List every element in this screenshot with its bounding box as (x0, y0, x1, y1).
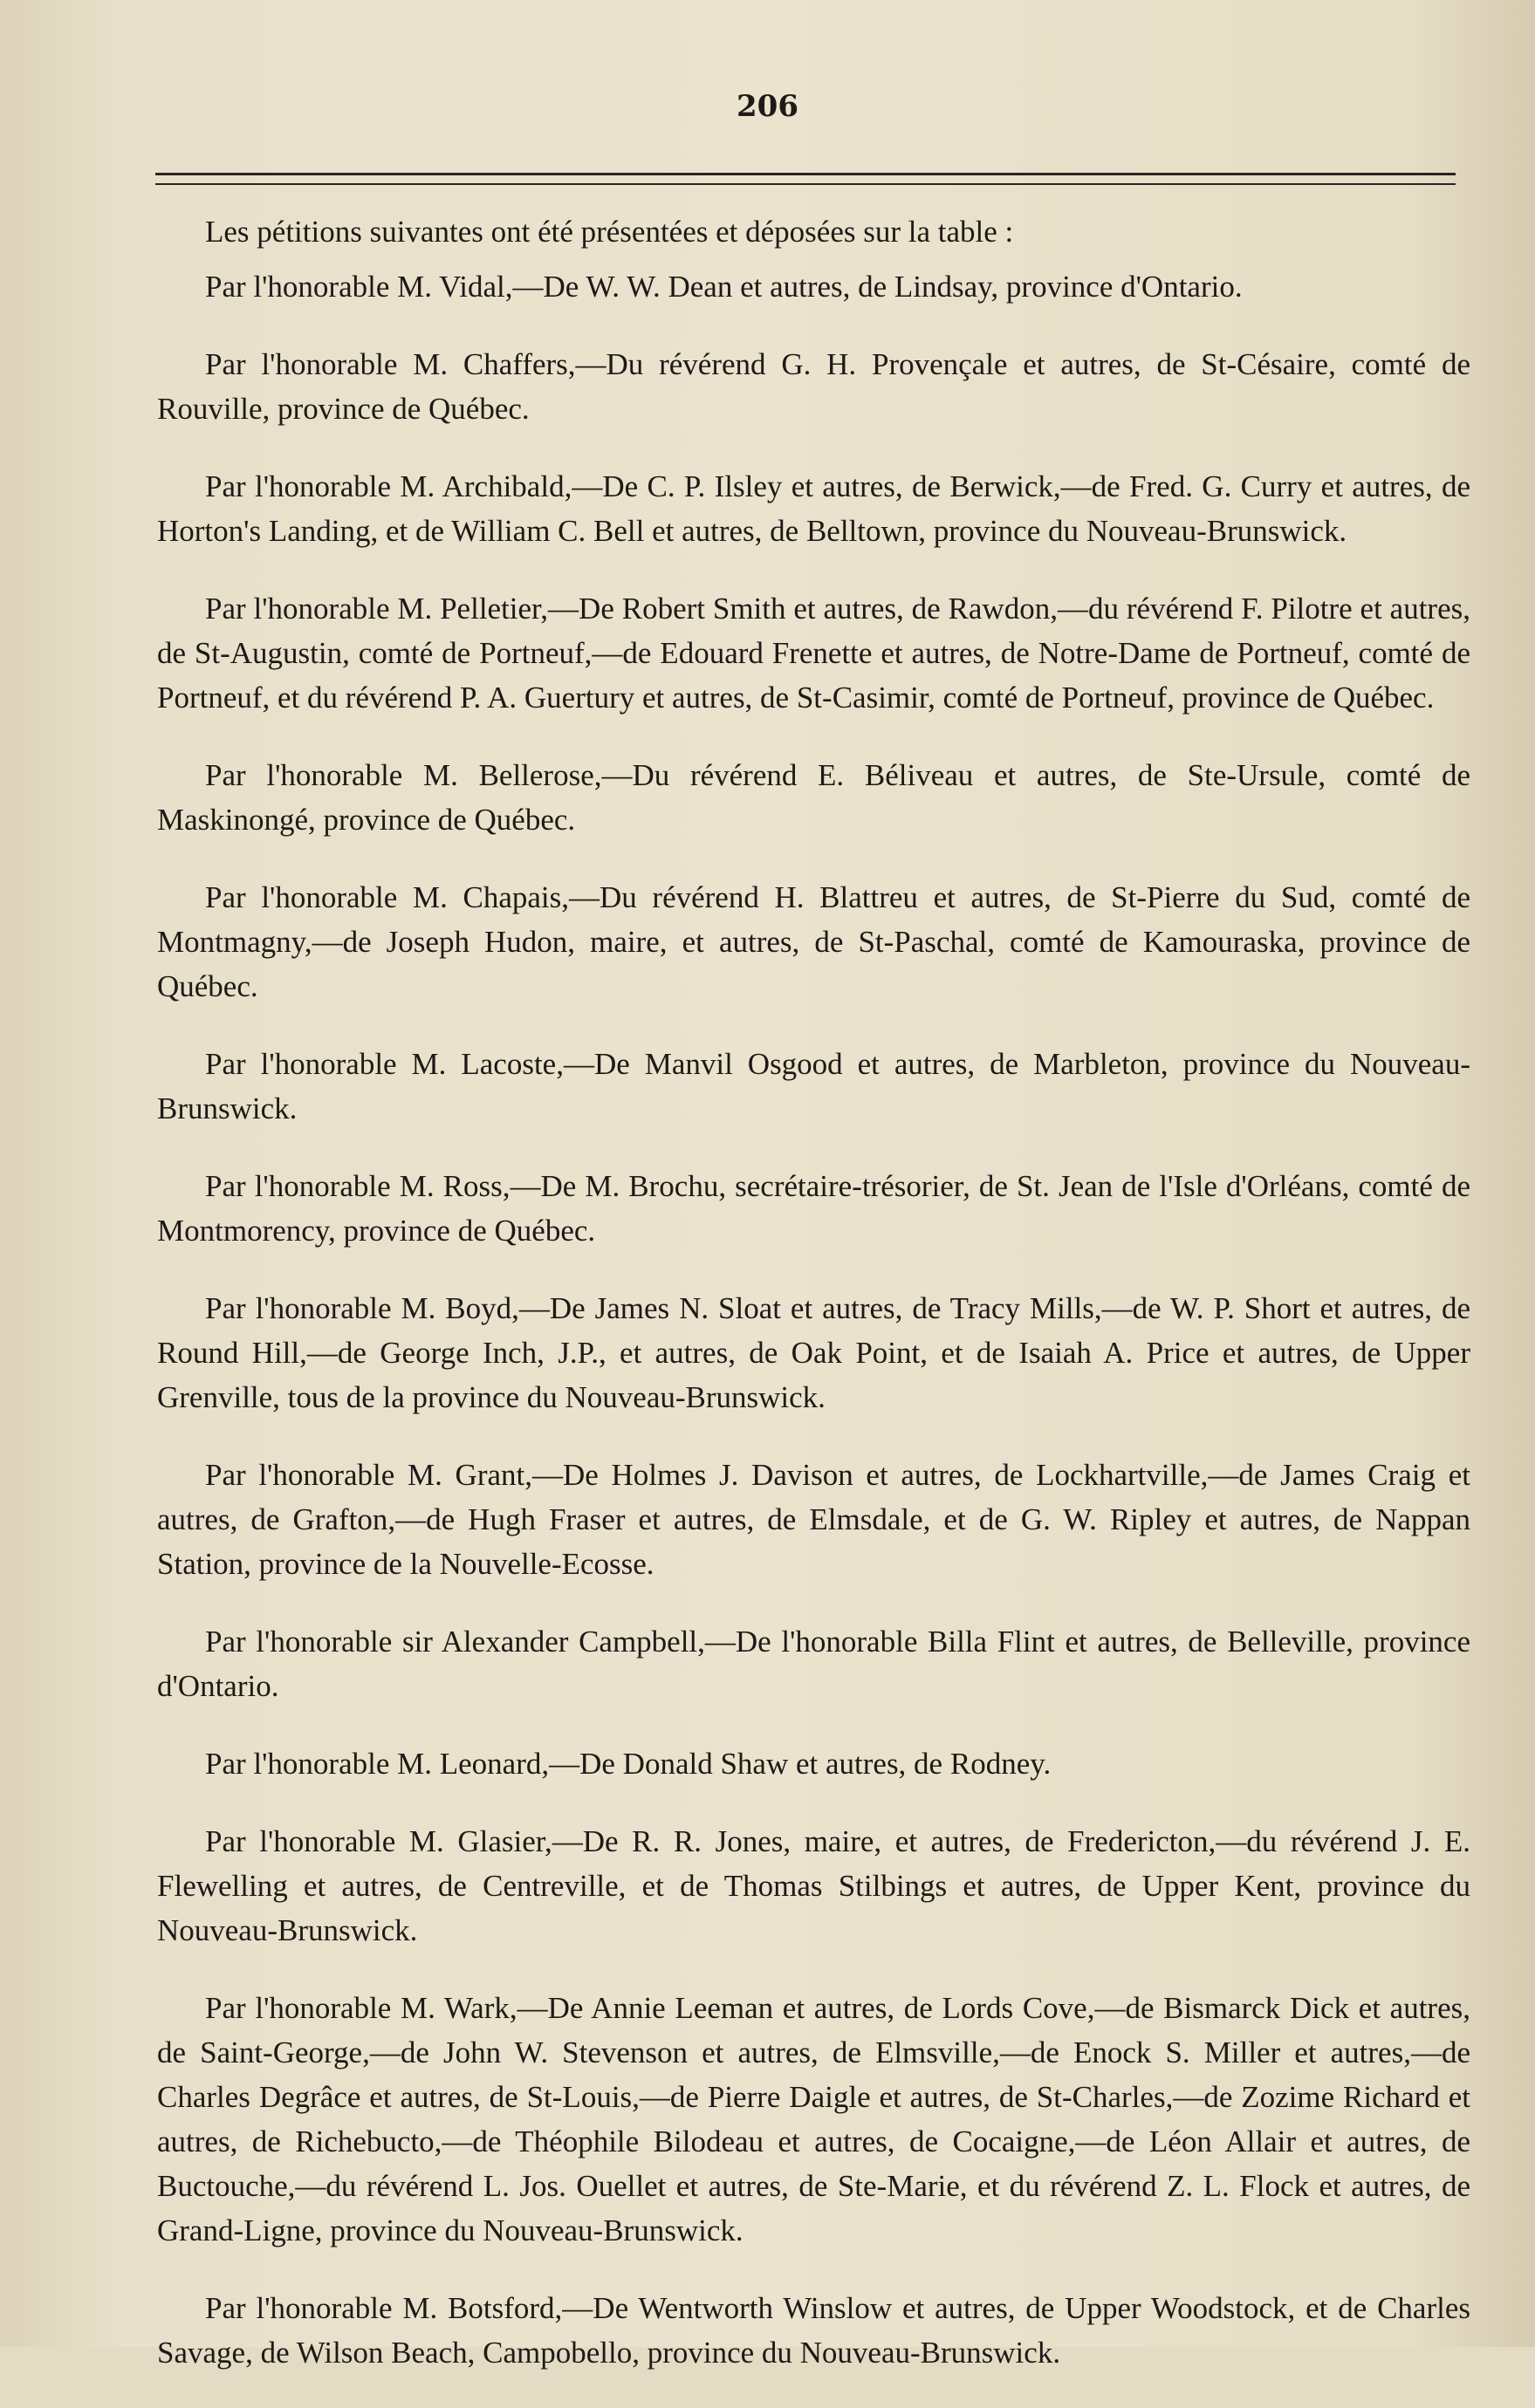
petition-paragraph: Par l'honorable M. Chapais,—Du révérend H. Blattreu et autres, de St-Pierre du Sud, comté de Montmagny,—de Joseph Hudon, maire, et autres, de St-Paschal, comté de Kamouraska, province de Québec. (157, 880, 1470, 1003)
petition-paragraph: Par l'honorable sir Alexander Campbell,—De l'honorable Billa Flint et autres, de Belleville, province d'Ontario. (157, 1625, 1470, 1703)
petition-paragraph: Par l'honorable M. Archibald,—De C. P. Ilsley et autres, de Berwick,—de Fred. G. Curry et autres, de Horton's Landing, et de William C. Bell et autres, de Belltown, province du Nouveau-Brunswick. (157, 469, 1470, 548)
petition-paragraph: Par l'honorable M. Vidal,—De W. W. Dean et autres, de Lindsay, province d'Ontario. (205, 270, 1243, 304)
petition-paragraph: Par l'honorable M. Lacoste,—De Manvil Osgood et autres, de Marbleton, province du Nouveau-Brunswick. (157, 1047, 1470, 1125)
petition-paragraph: Par l'honorable M. Chaffers,—Du révérend G. H. Provençale et autres, de St-Césaire, comté de Rouville, province de Québec. (157, 347, 1470, 426)
petition-paragraph: Par l'honorable M. Botsford,—De Wentworth Winslow et autres, de Upper Woodstock, et de Charles Savage, de Wilson Beach, Campobello, province du Nouveau-Brunswick. (157, 2291, 1470, 2370)
petition-paragraph: Par l'honorable M. Bellerose,—Du révérend E. Béliveau et autres, de Ste-Ursule, comté de Maskinongé, province de Québec. (157, 758, 1470, 837)
header-rule-bottom (155, 183, 1456, 185)
petition-paragraph: Par l'honorable M. Wark,—De Annie Leeman et autres, de Lords Cove,—de Bismarck Dick et autres, de Saint-George,—de John W. Stevenson et autres, de Elmsville,—de Enock S. Miller et autres,—de Charles Degrâce et autres, de St-Louis,—de Pierre Daigle et autres, de St-Charles,—de Zozime Richard et autres, de Richebucto,—de Théophile Bilodeau et autres, de Cocaigne,—de Léon Allair et autres, de Buctouche,—du révérend L. Jos. Ouellet et autres, de Ste-Marie, et du révérend Z. L. Flock et autres, de Grand-Ligne, province du Nouveau-Brunswick. (157, 1991, 1470, 2247)
header-rule-top (155, 173, 1456, 175)
petitions-text (157, 209, 1470, 2408)
petition-paragraph: Par l'honorable M. Grant,—De Holmes J. Davison et autres, de Lockhartville,—de James Craig et autres, de Grafton,—de Hugh Fraser et autres, de Elmsdale, et de G. W. Ripley et autres, de Nappan Station, province de la Nouvelle-Ecosse. (157, 1458, 1470, 1581)
page-number: 206 (737, 89, 798, 124)
intro-paragraph: Les pétitions suivantes ont été présentées et déposées sur la table : (205, 215, 1014, 249)
petition-paragraph: Par l'honorable M. Pelletier,—De Robert Smith et autres, de Rawdon,—du révérend F. Pilotre et autres, de St-Augustin, comté de Portneuf,—de Edouard Frenette et autres, de Notre-Dame de Portneuf, comté de Portneuf, et du révérend P. A. Guertury et autres, de St-Casimir, comté de Portneuf, province de Québec. (157, 592, 1470, 715)
petition-paragraph: Par l'honorable M. Glasier,—De R. R. Jones, maire, et autres, de Fredericton,—du révérend J. E. Flewelling et autres, de Centreville, et de Thomas Stilbings et autres, de Upper Kent, province du Nouveau-Brunswick. (157, 1824, 1470, 1947)
petition-paragraph: Par l'honorable M. Boyd,—De James N. Sloat et autres, de Tracy Mills,—de W. P. Short et autres, de Round Hill,—de George Inch, J.P., et autres, de Oak Point, et de Isaiah A. Price et autres, de Upper Grenville, tous de la province du Nouveau-Brunswick. (157, 1291, 1470, 1414)
petition-paragraph: Par l'honorable M. Ross,—De M. Brochu, secrétaire-trésorier, de St. Jean de l'Isle d'Orléans, comté de Montmorency, province de Québec. (157, 1169, 1470, 1248)
petition-paragraph: Par l'honorable M. Leonard,—De Donald Shaw et autres, de Rodney. (205, 1747, 1052, 1781)
